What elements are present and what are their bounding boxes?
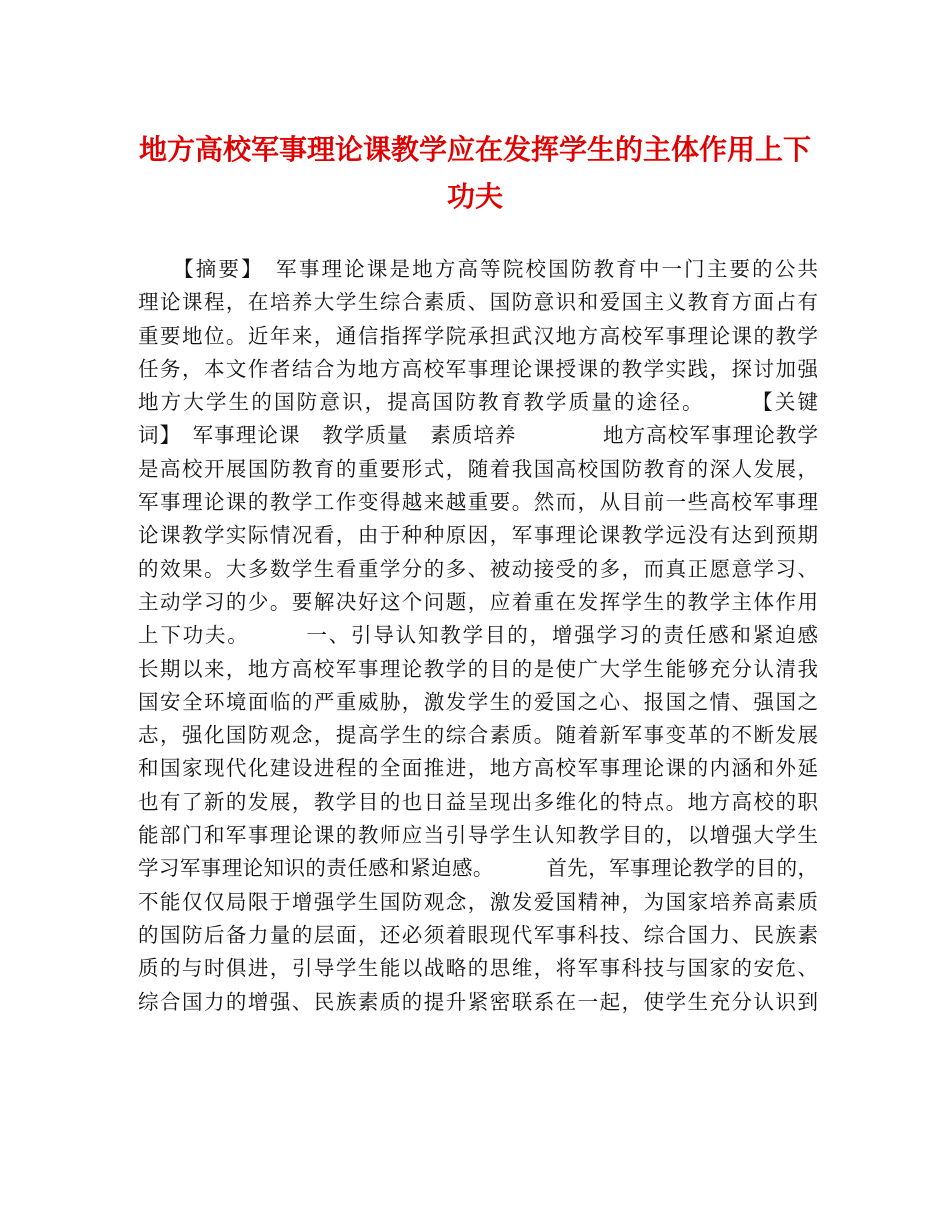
body-line: 也有了新的发展，教学目的也日益呈现出多维化的特点。地方高校的职 bbox=[138, 789, 818, 814]
body-line: 学习军事理论知识的责任感和紧迫感。 首先，军事理论教学的目的， bbox=[138, 856, 818, 881]
body-line: 是高校开展国防教育的重要形式，随着我国高校国防教育的深人发展， bbox=[138, 456, 818, 481]
body-line: 词】 军事理论课 教学质量 素质培养 地方高校军事理论教学 bbox=[138, 423, 818, 448]
body-line: 地方大学生的国防意识，提高国防教育教学质量的途径。 【关键 bbox=[138, 390, 818, 415]
body-line: 国安全环境面临的严重威胁，激发学生的爱国之心、报国之情、强国之 bbox=[138, 689, 818, 714]
body-line: 不能仅仅局限于增强学生国防观念，激发爱国精神，为国家培养高素质 bbox=[138, 889, 818, 914]
body-line: 长期以来，地方高校军事理论教学的目的是使广大学生能够充分认清我 bbox=[138, 656, 818, 681]
body-line: 上下功夫。 一、引导认知教学目的，增强学习的责任感和紧迫感 bbox=[138, 623, 818, 648]
body-line: 志，强化国防观念，提高学生的综合素质。随着新军事变革的不断发展 bbox=[138, 723, 818, 748]
body-line: 的国防后备力量的层面，还必须着眼现代军事科技、综合国力、民族素 bbox=[138, 922, 818, 947]
title-line: 功夫 bbox=[446, 180, 503, 213]
body-line: 论课教学实际情况看，由于种种原因，军事理论课教学远没有达到预期 bbox=[138, 523, 818, 548]
body-line: 综合国力的增强、民族素质的提升紧密联系在一起，使学生充分认识到 bbox=[138, 989, 818, 1014]
body-line: 军事理论课的教学工作变得越来越重要。然而，从目前一些高校军事理 bbox=[138, 490, 818, 515]
body-line: 的效果。大多数学生看重学分的多、被动接受的多，而真正愿意学习、 bbox=[138, 556, 818, 581]
body-line: 重要地位。近年来，通信指挥学院承担武汉地方高校军事理论课的教学 bbox=[138, 323, 818, 348]
body-line: 任务，本文作者结合为地方高校军事理论课授课的教学实践，探讨加强 bbox=[138, 356, 818, 381]
body-line: 主动学习的少。要解决好这个问题，应着重在发挥学生的教学主体作用 bbox=[138, 589, 818, 614]
body-line: 和国家现代化建设进程的全面推进，地方高校军事理论课的内涵和外延 bbox=[138, 756, 818, 781]
title-line: 地方高校军事理论课教学应在发挥学生的主体作用上下 bbox=[138, 133, 811, 166]
body-line: 理论课程，在培养大学生综合素质、国防意识和爱国主义教育方面占有 bbox=[138, 290, 818, 315]
body-line: 质的与时俱进，引导学生能以战略的思维，将军事科技与国家的安危、 bbox=[138, 956, 818, 981]
body-line: 【摘要】 军事理论课是地方高等院校国防教育中一门主要的公共 bbox=[138, 257, 818, 281]
document-body bbox=[138, 253, 818, 1019]
document-title bbox=[120, 126, 830, 220]
body-line: 能部门和军事理论课的教师应当引导学生认知教学目的，以增强大学生 bbox=[138, 823, 818, 848]
